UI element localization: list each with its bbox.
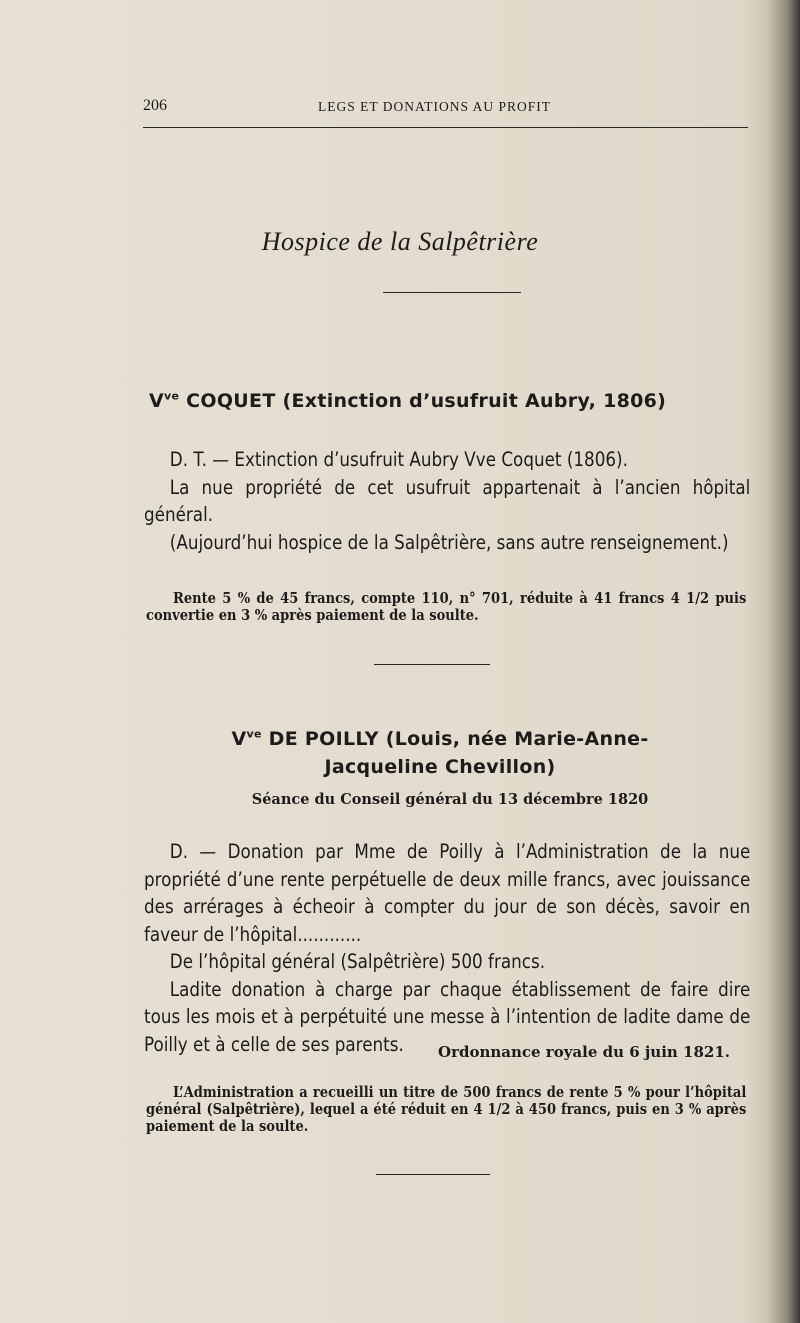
entry-subheading: Séance du Conseil général du 13 décembre 1820 (251, 791, 649, 808)
paragraph: D. T. — Extinction d’usufruit Aubry Vve Coquet (1806). (169, 448, 628, 471)
entry-note-coquet: Rente 5 % de 45 francs, compte 110, n° 701, réduite à 41 francs 4 1/2 puis convertie en 3 % après paiement de la soulte. (146, 590, 747, 624)
ordinance: Ordonnance royale du 6 juin 1821. (438, 1043, 731, 1061)
page-header (143, 97, 748, 117)
section-title: Hospice de la Salpêtrière (261, 227, 539, 256)
entry-heading-poilly-line2: Jacqueline Chevillon) (324, 756, 556, 778)
heading-superscript: ve (246, 727, 262, 741)
paragraph: D. — Donation par Mme de Poilly à l’Administration de la nue propriété d’une rente perpétuelle de deux mille francs, avec jouissance des arrérages à écheoir à compter du jour de son décès, savoir en faveur de l’hôpital............ (144, 840, 751, 946)
running-title: LEGS ET DONATIONS AU PROFIT (318, 99, 552, 114)
header-rule (143, 127, 748, 128)
paragraph: De l’hôpital général (Salpêtrière) 500 francs. (169, 950, 546, 973)
closing-divider (376, 1174, 490, 1175)
heading-superscript: ve (164, 389, 180, 403)
entry-body-poilly (144, 838, 750, 1058)
entry-heading-coquet (149, 390, 749, 412)
title-divider (383, 292, 521, 293)
entry-body-coquet (144, 446, 750, 556)
heading-text: COQUET (Extinction d’usufruit Aubry, 1806) (179, 390, 667, 412)
heading-prefix: V (231, 728, 247, 750)
heading-text: DE POILLY (Louis, née Marie-Anne- (261, 728, 649, 750)
paragraph: La nue propriété de cet usufruit appartenait à l’ancien hôpital général. (144, 475, 751, 526)
heading-prefix: V (149, 390, 165, 412)
paragraph: Ladite donation à charge par chaque établissement de faire dire tous les mois et à perpétuité une messe à l’intention de ladite dame de Poilly et à celle de ses parents. (144, 977, 751, 1056)
page-number: 206 (143, 97, 167, 114)
entry-note-poilly: L’Administration a recueilli un titre de 500 francs de rente 5 % pour l’hôpital général (Salpêtrière), lequel a été réduit en 4 1/2 à 450 francs, puis en 3 % après paiement de la soulte. (146, 1084, 747, 1135)
entry-divider (374, 664, 490, 665)
paragraph: (Aujourd’hui hospice de la Salpêtrière, sans autre renseignement.) (169, 530, 729, 554)
entry-heading-poilly-line1 (0, 728, 800, 750)
